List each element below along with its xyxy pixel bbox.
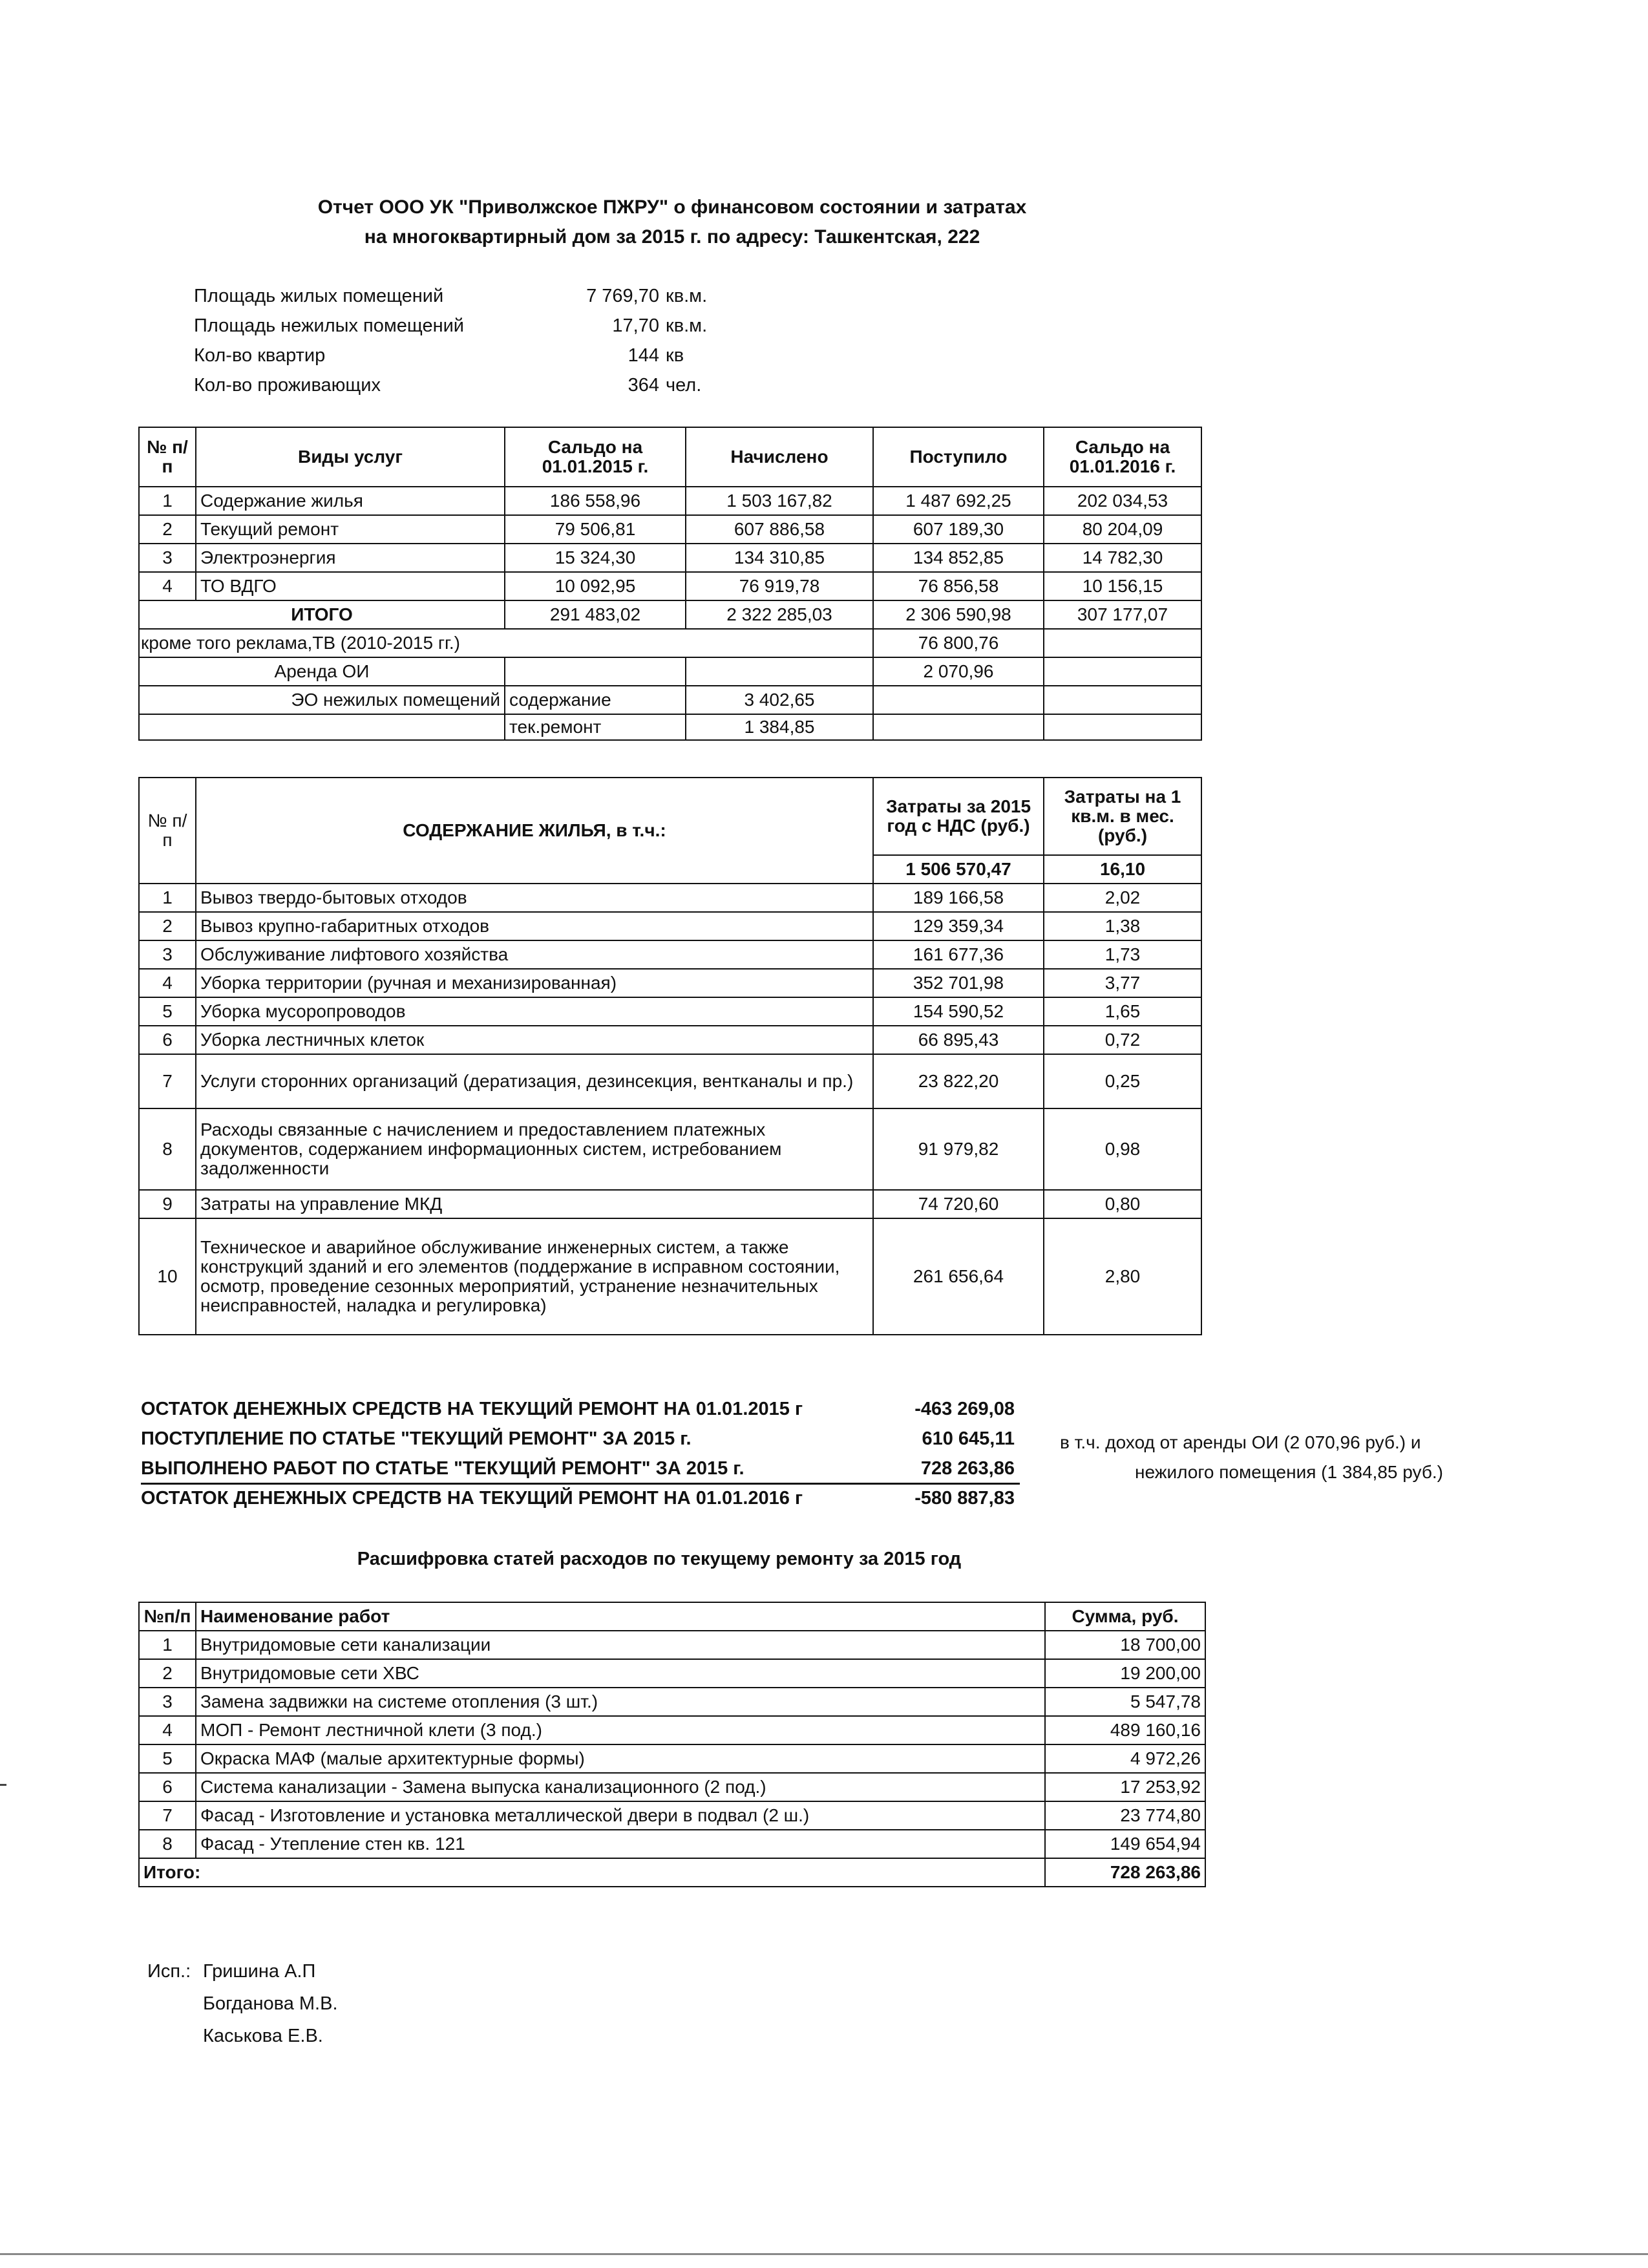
cell-name: Уборка территории (ручная и механизированная): [196, 969, 873, 997]
cell-cost: 261 656,64: [873, 1218, 1044, 1335]
col-num-header: № п/п: [139, 778, 196, 884]
cell-num: 6: [139, 1773, 196, 1801]
cell-cost: 189 166,58: [873, 884, 1044, 912]
cell-saldo-end: 14 782,30: [1044, 544, 1201, 572]
total-cost: 1 506 570,47: [873, 855, 1044, 884]
extra-adv-row: [139, 629, 1201, 657]
cell-saldo-start: 15 324,30: [505, 544, 686, 572]
cell-name: Вывоз твердо-бытовых отходов: [196, 884, 873, 912]
cell-charged: 1 503 167,82: [686, 487, 873, 515]
cell-charged: 76 919,78: [686, 572, 873, 600]
cell-per-m2: 3,77: [1044, 969, 1201, 997]
cell-cost: 91 979,82: [873, 1108, 1044, 1190]
cell-name: Электроэнергия: [196, 544, 505, 572]
total-sum: 728 263,86: [1045, 1858, 1205, 1887]
cell-cost: 154 590,52: [873, 997, 1044, 1026]
total-saldo-end: 307 177,07: [1044, 600, 1201, 629]
table-row: [139, 1026, 1201, 1054]
total-label: ИТОГО: [139, 600, 505, 629]
eo-sub-charged: 3 402,65: [686, 686, 873, 714]
cell-num: 2: [139, 1659, 196, 1688]
cell-cost: 161 677,36: [873, 940, 1044, 969]
cell-sum: 23 774,80: [1045, 1801, 1205, 1830]
cell-cost: 129 359,34: [873, 912, 1044, 940]
cell-cost: 23 822,20: [873, 1054, 1044, 1108]
scan-speck: [0, 1784, 6, 1786]
cell-name: Система канализации - Замена выпуска канализационного (2 под.): [196, 1773, 1045, 1801]
cell-charged: 607 886,58: [686, 515, 873, 544]
repairs-table: [138, 1602, 1206, 1887]
empty-cell: [1044, 714, 1201, 740]
summary-value: 728 263,86: [920, 1458, 1015, 1479]
table-row: [139, 969, 1201, 997]
col-name-header: Виды услуг: [196, 427, 505, 487]
cell-cost: 352 701,98: [873, 969, 1044, 997]
summary-note: нежилого помещения (1 384,85 руб.): [1135, 1462, 1443, 1482]
cell-name: Затраты на управление МКД: [196, 1190, 873, 1218]
info-value: 364: [628, 375, 659, 396]
total-charged: 2 322 285,03: [686, 600, 873, 629]
info-unit: кв.м.: [666, 315, 708, 336]
cell-name: Услуги сторонних организаций (дератизация, дезинсекция, вентканалы и пр.): [196, 1054, 873, 1108]
cell-name: Содержание жилья: [196, 487, 505, 515]
total-received: 2 306 590,98: [873, 600, 1044, 629]
col-name-header: Наименование работ: [196, 1602, 1045, 1631]
info-unit: кв.м.: [666, 286, 708, 306]
table-row: [139, 1830, 1205, 1858]
cell-per-m2: 0,25: [1044, 1054, 1201, 1108]
signature-name: Каськова Е.В.: [203, 2026, 323, 2046]
cell-num: 2: [139, 515, 196, 544]
info-unit: кв: [666, 345, 684, 366]
cell-per-m2: 2,80: [1044, 1218, 1201, 1335]
cell-num: 4: [139, 1716, 196, 1744]
empty-cell: [139, 714, 505, 740]
table-row: [139, 515, 1201, 544]
cell-num: 4: [139, 969, 196, 997]
cell-sum: 489 160,16: [1045, 1716, 1205, 1744]
cell-per-m2: 2,02: [1044, 884, 1201, 912]
cell-sum: 18 700,00: [1045, 1631, 1205, 1659]
table-row: [139, 1659, 1205, 1688]
signature-name: Богданова М.В.: [203, 1993, 338, 2014]
cell-per-m2: 0,98: [1044, 1108, 1201, 1190]
table-row: [139, 1218, 1201, 1335]
summary-value: 610 645,11: [922, 1428, 1015, 1449]
cell-sum: 149 654,94: [1045, 1830, 1205, 1858]
table-row: [139, 1801, 1205, 1830]
cell-num: 2: [139, 912, 196, 940]
cell-saldo-end: 80 204,09: [1044, 515, 1201, 544]
summary-label: ПОСТУПЛЕНИЕ ПО СТАТЬЕ "ТЕКУЩИЙ РЕМОНТ" ЗА 2015 г.: [141, 1428, 692, 1449]
eo-sub-label: содержание: [505, 686, 686, 714]
cell-num: 3: [139, 940, 196, 969]
cell-name: Окраска МАФ (малые архитектурные формы): [196, 1744, 1045, 1773]
cell-saldo-start: 186 558,96: [505, 487, 686, 515]
table-row: [139, 884, 1201, 912]
cell-name: Обслуживание лифтового хозяйства: [196, 940, 873, 969]
empty-cell: [1044, 657, 1201, 686]
cell-per-m2: 1,73: [1044, 940, 1201, 969]
summary-note: в т.ч. доход от аренды ОИ (2 070,96 руб.) и: [1060, 1432, 1421, 1452]
col-received-header: Поступило: [873, 427, 1044, 487]
summary-label: ОСТАТОК ДЕНЕЖНЫХ СРЕДСТВ НА ТЕКУЩИЙ РЕМОНТ НА 01.01.2015 г: [141, 1399, 803, 1419]
cell-num: 8: [139, 1108, 196, 1190]
table-row: [139, 1688, 1205, 1716]
col-sum-header: Сумма, руб.: [1045, 1602, 1205, 1631]
signature-prefix: Исп.:: [147, 1961, 191, 1982]
table-row: [139, 1744, 1205, 1773]
repairs-header-row: [139, 1602, 1205, 1631]
empty-cell: [873, 686, 1044, 714]
cell-num: 5: [139, 1744, 196, 1773]
cell-name: Уборка мусоропроводов: [196, 997, 873, 1026]
cell-saldo-end: 10 156,15: [1044, 572, 1201, 600]
info-label: Кол-во проживающих: [194, 375, 381, 396]
eo-sub-charged: 1 384,85: [686, 714, 873, 740]
eo-sub-label: тек.ремонт: [505, 714, 686, 740]
empty-cell: [505, 657, 686, 686]
repairs-title: Расшифровка статей расходов по текущему ремонту за 2015 год: [357, 1549, 962, 1569]
col-name-header: СОДЕРЖАНИЕ ЖИЛЬЯ, в т.ч.:: [196, 778, 873, 884]
col-cost-header: Затраты за 2015 год с НДС (руб.): [873, 778, 1044, 855]
cell-num: 1: [139, 487, 196, 515]
col-per-m2-header: Затраты на 1 кв.м. в мес. (руб.): [1044, 778, 1201, 855]
table-row: [139, 940, 1201, 969]
info-label: Площадь жилых помещений: [194, 286, 444, 306]
cell-name: Фасад - Изготовление и установка металлической двери в подвал (2 ш.): [196, 1801, 1045, 1830]
table-row: [139, 1108, 1201, 1190]
extra-adv-label: кроме того реклама,ТВ (2010-2015 гг.): [139, 629, 873, 657]
table-row: [139, 1773, 1205, 1801]
cell-num: 7: [139, 1054, 196, 1108]
summary-label: ВЫПОЛНЕНО РАБОТ ПО СТАТЬЕ "ТЕКУЩИЙ РЕМОНТ" ЗА 2015 г.: [141, 1458, 745, 1479]
info-value: 17,70: [612, 315, 659, 336]
rent-received: 2 070,96: [873, 657, 1044, 686]
services-header-row: [139, 427, 1201, 487]
info-value: 7 769,70: [586, 286, 659, 306]
empty-cell: [1044, 686, 1201, 714]
cell-per-m2: 0,80: [1044, 1190, 1201, 1218]
report-title: [284, 193, 1060, 252]
eo-row: [139, 686, 1201, 714]
cell-name: Текущий ремонт: [196, 515, 505, 544]
table-row: [139, 572, 1201, 600]
cell-num: 1: [139, 1631, 196, 1659]
cell-charged: 134 310,85: [686, 544, 873, 572]
info-row: [194, 341, 776, 370]
cell-saldo-end: 202 034,53: [1044, 487, 1201, 515]
empty-cell: [686, 657, 873, 686]
cell-name: Внутридомовые сети канализации: [196, 1631, 1045, 1659]
cell-saldo-start: 79 506,81: [505, 515, 686, 544]
summary-label: ОСТАТОК ДЕНЕЖНЫХ СРЕДСТВ НА ТЕКУЩИЙ РЕМОНТ НА 01.01.2016 г: [141, 1488, 803, 1509]
rent-label: Аренда ОИ: [139, 657, 505, 686]
cell-name: Техническое и аварийное обслуживание инженерных систем, а также конструкций зданий и его элементов (поддержание в исправном состоянии, осмотр, проведение сезонных мероприятий, устранение незначительных неисправностей, наладка и регулировка): [196, 1218, 873, 1335]
services-table: [138, 427, 1202, 741]
col-num-header: № п/п: [139, 427, 196, 487]
info-label: Кол-во квартир: [194, 345, 326, 366]
table-row: [139, 1716, 1205, 1744]
empty-cell: [873, 714, 1044, 740]
col-num-header: №п/п: [139, 1602, 196, 1631]
rent-row: [139, 657, 1201, 686]
cell-cost: 66 895,43: [873, 1026, 1044, 1054]
cell-per-m2: 1,38: [1044, 912, 1201, 940]
cell-sum: 17 253,92: [1045, 1773, 1205, 1801]
cell-sum: 19 200,00: [1045, 1659, 1205, 1688]
repairs-total-row: [139, 1858, 1205, 1887]
cell-num: 1: [139, 884, 196, 912]
cell-num: 3: [139, 1688, 196, 1716]
summary-value: -463 269,08: [914, 1399, 1015, 1419]
cell-received: 1 487 692,25: [873, 487, 1044, 515]
total-label: Итого:: [139, 1858, 1045, 1887]
table-row: [139, 997, 1201, 1026]
total-per-m2: 16,10: [1044, 855, 1201, 884]
cell-sum: 5 547,78: [1045, 1688, 1205, 1716]
report-title-line1: Отчет ООО УК "Приволжское ПЖРУ" о финансовом состоянии и затратах: [317, 196, 1027, 218]
col-charged-header: Начислено: [686, 427, 873, 487]
cell-name: МОП - Ремонт лестничной клети (3 под.): [196, 1716, 1045, 1744]
cell-saldo-start: 10 092,95: [505, 572, 686, 600]
signature-name: Гришина А.П: [203, 1961, 316, 1982]
cell-name: Фасад - Утепление стен кв. 121: [196, 1830, 1045, 1858]
cell-num: 6: [139, 1026, 196, 1054]
cell-received: 134 852,85: [873, 544, 1044, 572]
info-value: 144: [628, 345, 659, 366]
maintenance-table: [138, 777, 1202, 1335]
total-saldo-start: 291 483,02: [505, 600, 686, 629]
cell-name: Внутридомовые сети ХВС: [196, 1659, 1045, 1688]
cell-received: 76 856,58: [873, 572, 1044, 600]
cell-num: 7: [139, 1801, 196, 1830]
cell-name: Расходы связанные с начислением и предоставлением платежных документов, содержанием информационных систем, истребованием задолженности: [196, 1108, 873, 1190]
table-row: [139, 912, 1201, 940]
cell-name: ТО ВДГО: [196, 572, 505, 600]
table-row: [139, 487, 1201, 515]
col-saldo-end-header: Сальдо на 01.01.2016 г.: [1044, 427, 1201, 487]
cell-num: 5: [139, 997, 196, 1026]
cell-num: 10: [139, 1218, 196, 1335]
cell-num: 8: [139, 1830, 196, 1858]
info-unit: чел.: [666, 375, 702, 396]
cell-num: 4: [139, 572, 196, 600]
cell-cost: 74 720,60: [873, 1190, 1044, 1218]
cell-name: Уборка лестничных клеток: [196, 1026, 873, 1054]
empty-cell: [1044, 629, 1201, 657]
maintenance-header-row: [139, 778, 1201, 855]
table-row: [139, 1054, 1201, 1108]
cell-received: 607 189,30: [873, 515, 1044, 544]
table-row: [139, 1190, 1201, 1218]
cell-name: Замена задвижки на системе отопления (3 шт.): [196, 1688, 1045, 1716]
cell-name: Вывоз крупно-габаритных отходов: [196, 912, 873, 940]
extra-adv-received: 76 800,76: [873, 629, 1044, 657]
table-row: [139, 544, 1201, 572]
col-saldo-start-header: Сальдо на 01.01.2015 г.: [505, 427, 686, 487]
report-title-line2: на многоквартирный дом за 2015 г. по адресу: Ташкентская, 222: [364, 226, 980, 248]
info-row: [194, 282, 776, 310]
cell-per-m2: 0,72: [1044, 1026, 1201, 1054]
eo-row: [139, 714, 1201, 740]
info-row: [194, 371, 776, 399]
info-label: Площадь нежилых помещений: [194, 315, 465, 336]
cell-num: 3: [139, 544, 196, 572]
summary-value: -580 887,83: [914, 1488, 1015, 1509]
cell-per-m2: 1,65: [1044, 997, 1201, 1026]
services-total-row: [139, 600, 1201, 629]
eo-label: ЭО нежилых помещений: [139, 686, 505, 714]
cell-num: 9: [139, 1190, 196, 1218]
table-row: [139, 1631, 1205, 1659]
scan-edge-line: [0, 2253, 1648, 2255]
info-row: [194, 312, 776, 340]
cell-sum: 4 972,26: [1045, 1744, 1205, 1773]
